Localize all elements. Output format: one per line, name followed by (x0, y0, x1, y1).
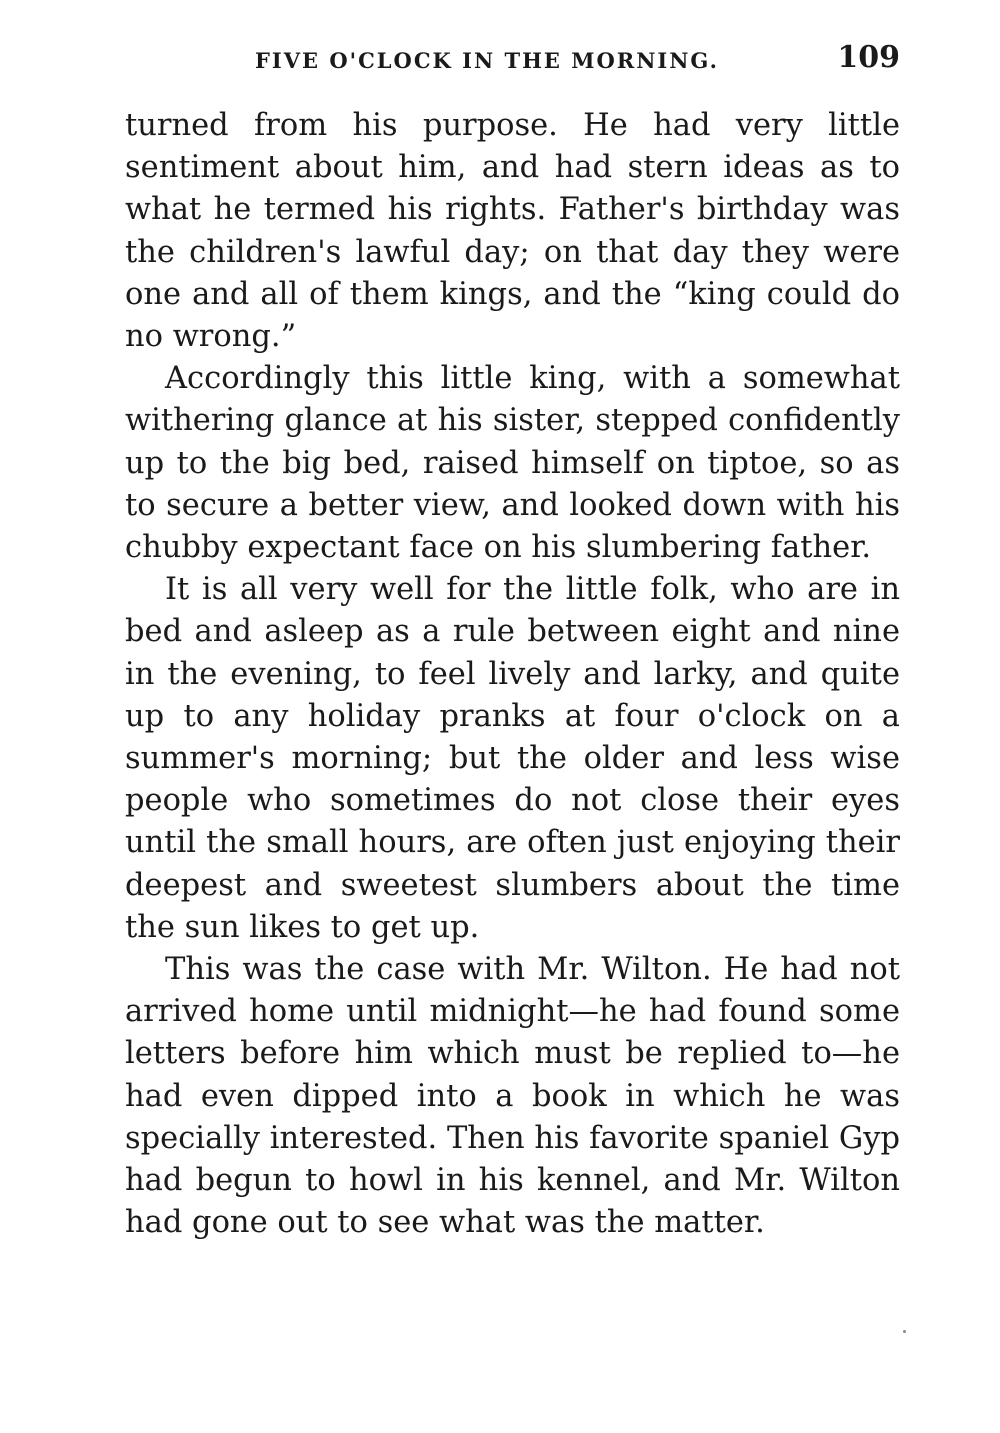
paragraph-2: Accordingly this little king, with a somewhat withering glance at his sister, stepped confidently up to the big bed, raised himself on tiptoe, so as to secure a better view, and looked down with his chubby expectant face on his slumbering father. (125, 361, 900, 566)
ink-speck (903, 1330, 906, 1333)
running-head (255, 40, 900, 80)
paragraph-4: This was the case with Mr. Wilton. He had not arrived home until midnight—he had found some letters before him which must be replied to—he had even dipped into a book in which he was specially interested. Then his favorite spaniel Gyp had begun to howl in his kennel, and Mr. Wilton had gone out to see what was the matter. (125, 952, 900, 1241)
running-title: FIVE O'CLOCK IN THE MORNING. (255, 48, 719, 73)
body-text (125, 105, 900, 1244)
paragraph-1: turned from his purpose. He had very little sentiment about him, and had stern ideas as to what he termed his rights. Father's birthday was the children's lawful day; on that day they were one and all of them kings, and the “king could do no wrong.” (125, 108, 900, 355)
page-number: 109 (837, 40, 900, 75)
paragraph-3: It is all very well for the little folk, who are in bed and asleep as a rule between eight and nine in the evening, to feel lively and larky, and quite up to any holiday pranks at four o'clock on a summer's morning; but the older and less wise people who sometimes do not close their eyes until the small hours, are often just enjoying their deepest and sweetest slumbers about the time the sun likes to get up. (125, 572, 900, 945)
